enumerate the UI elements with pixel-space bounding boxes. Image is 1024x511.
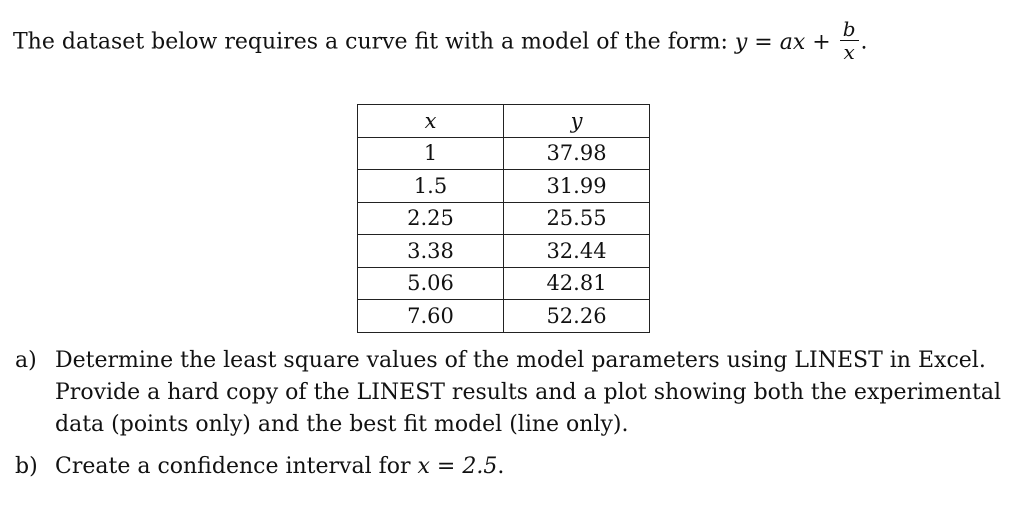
cell-x: 1 [358, 137, 504, 170]
cell-x: 2.25 [358, 202, 504, 235]
question-marker: b) [15, 454, 38, 479]
question-math: x = 2.5 [417, 454, 498, 479]
model-formula [734, 17, 861, 64]
header-x: x [358, 105, 504, 138]
question-text: Create a confidence interval for [55, 454, 411, 479]
question-a [15, 345, 1010, 441]
cell-y: 25.55 [504, 202, 650, 235]
fraction-denominator: x [843, 40, 855, 64]
question-b [15, 451, 1010, 483]
table-row [358, 235, 650, 268]
formula-end: . [860, 29, 868, 55]
dataset-table [357, 104, 650, 333]
cell-y: 32.44 [504, 235, 650, 268]
cell-x: 5.06 [358, 267, 504, 300]
table-row [358, 202, 650, 235]
formula-lhs: y = ax + [734, 29, 831, 55]
table-row [358, 300, 650, 333]
cell-y: 52.26 [504, 300, 650, 333]
cell-x: 7.60 [358, 300, 504, 333]
table-row [358, 170, 650, 203]
question-marker: a) [15, 348, 37, 373]
header-y: y [504, 105, 650, 138]
question-end: . [497, 454, 505, 479]
table-row [358, 137, 650, 170]
cell-x: 1.5 [358, 170, 504, 203]
problem-statement [13, 17, 868, 65]
question-text: Determine the least square values of the model parameters using LINEST in Excel. Provide a hard copy of the LINEST results and a plot showing both the experimental data (points only) and the best fit model (line only). [55, 348, 1002, 437]
cell-y: 42.81 [504, 267, 650, 300]
table-header-row [358, 105, 650, 138]
cell-y: 31.99 [504, 170, 650, 203]
cell-y: 37.98 [504, 137, 650, 170]
intro-text: The dataset below requires a curve fit with a model of the form: [13, 29, 728, 55]
table-row [358, 267, 650, 300]
fraction-numerator: b [842, 17, 856, 41]
formula-fraction [840, 18, 859, 63]
cell-x: 3.38 [358, 235, 504, 268]
question-list [15, 345, 1010, 493]
